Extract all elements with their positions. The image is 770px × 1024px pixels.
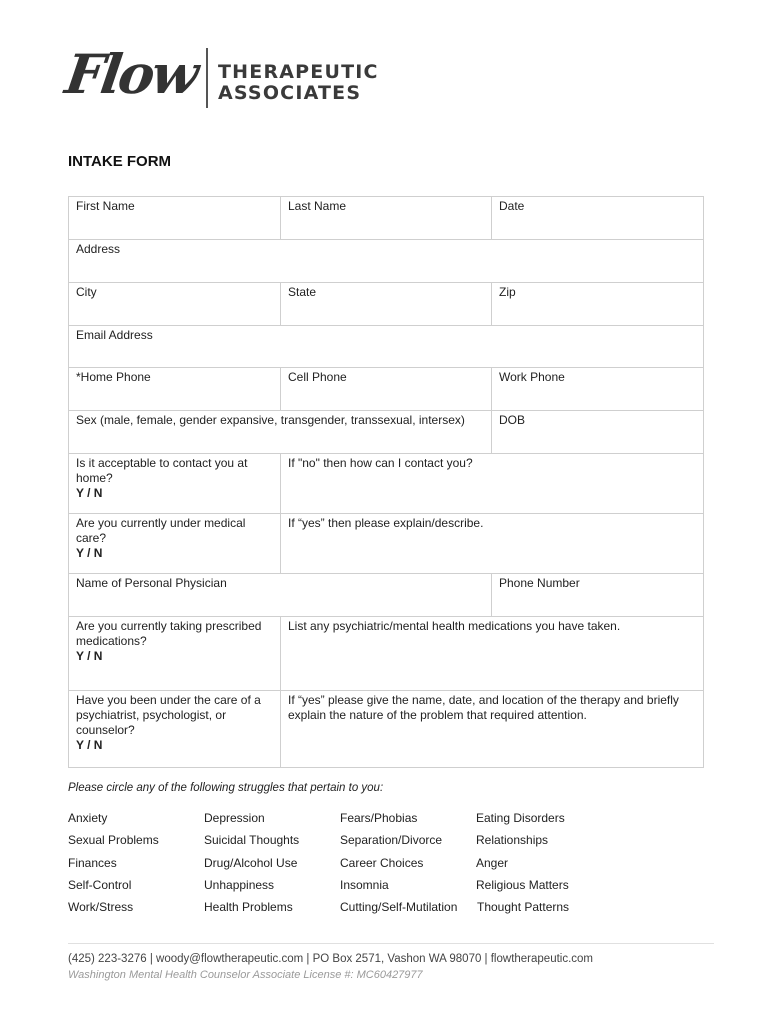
prescribed-yes-no[interactable]: Y / N [76,649,103,663]
home-phone-label: *Home Phone [76,370,151,384]
address-field[interactable] [69,240,704,283]
struggles-list [68,811,708,922]
physician-field[interactable] [69,574,492,617]
prior-care-explain-label: If “yes” please give the name, date, and location of the therapy and briefly explain the nature of the problem that required attention. [288,693,679,722]
work-phone-label: Work Phone [499,370,565,384]
footer-contact: (425) 223-3276 | woody@flowtherapeutic.com | PO Box 2571, Vashon WA 98070 | flowtherapeutic.com [68,953,594,965]
first-name-label: First Name [76,199,135,213]
date-field[interactable] [492,197,704,240]
address-label: Address [76,242,121,256]
prescribed-field[interactable] [69,617,281,691]
prescribed-question: Are you currently taking prescribed medications? [76,619,262,648]
struggle-item[interactable]: Fears/Phobias [340,811,418,825]
intake-form-table [68,196,704,768]
contact-home-question: Is it acceptable to contact you at home? [76,456,248,485]
struggle-item[interactable]: Religious Matters [476,877,569,892]
struggle-item[interactable]: Unhappiness [204,877,275,892]
last-name-field[interactable] [281,197,492,240]
medical-explain-field[interactable] [281,514,704,574]
logo-line-1: THERAPEUTIC [218,61,379,83]
struggle-item[interactable]: Eating Disorders [476,811,565,825]
struggle-item[interactable]: Suicidal Thoughts [204,833,300,848]
dob-field[interactable] [492,411,704,454]
email-label: Email Address [76,328,153,342]
struggles-row [68,878,708,900]
struggle-item[interactable]: Self-Control [68,877,132,892]
struggle-item[interactable]: Anxiety [68,811,108,825]
psych-meds-field[interactable] [281,617,704,691]
city-label: City [76,285,97,299]
physician-phone-field[interactable] [492,574,704,617]
struggle-item[interactable]: Cutting/Self-Mutilation [340,900,458,915]
struggles-row [68,811,708,833]
struggles-row [68,900,708,922]
medical-explain-label: If “yes” then please explain/describe. [288,516,484,530]
struggles-prompt: Please circle any of the following struggles that pertain to you: [68,782,384,794]
date-label: Date [499,199,525,213]
struggles-row [68,856,708,878]
zip-field[interactable] [492,283,704,326]
state-label: State [288,285,317,299]
struggles-row [68,833,708,855]
contact-alternative-label: If "no" then how can I contact you? [288,456,473,470]
struggle-item[interactable]: Insomnia [340,877,389,892]
struggle-item[interactable]: Sexual Problems [68,833,159,848]
struggle-item[interactable]: Thought Patterns [477,900,570,915]
zip-label: Zip [499,285,516,299]
struggle-item[interactable]: Drug/Alcohol Use [204,855,298,870]
prior-care-field[interactable] [69,691,281,768]
struggle-item[interactable]: Separation/Divorce [340,833,443,848]
sex-field[interactable] [69,411,492,454]
email-field[interactable] [69,326,704,368]
struggle-item[interactable]: Health Problems [204,900,293,915]
prior-care-yes-no[interactable]: Y / N [76,738,103,752]
struggle-item[interactable]: Finances [68,855,117,870]
physician-phone-label: Phone Number [499,576,580,590]
logo-wordmark: Flow [61,42,200,106]
struggle-item[interactable]: Depression [204,811,265,825]
struggle-item[interactable]: Career Choices [340,855,424,870]
contact-home-field[interactable] [69,454,281,514]
medical-care-yes-no[interactable]: Y / N [76,546,103,560]
cell-phone-field[interactable] [281,368,492,411]
cell-phone-label: Cell Phone [288,370,347,384]
logo-line-2: ASSOCIATES [218,82,362,104]
medical-care-field[interactable] [69,514,281,574]
dob-label: DOB [499,413,526,427]
footer-license: Washington Mental Health Counselor Associate License #: MC60427977 [68,969,423,981]
physician-label: Name of Personal Physician [76,576,227,590]
footer-divider [68,943,714,944]
logo-divider [206,48,208,108]
first-name-field[interactable] [69,197,281,240]
state-field[interactable] [281,283,492,326]
struggle-item[interactable]: Relationships [476,833,549,848]
contact-alternative-field[interactable] [281,454,704,514]
work-phone-field[interactable] [492,368,704,411]
prior-care-question: Have you been under the care of a psychiatrist, psychologist, or counselor? [76,693,261,737]
form-title: INTAKE FORM [68,153,172,170]
sex-label: Sex (male, female, gender expansive, transgender, transsexual, intersex) [76,413,465,427]
struggle-item[interactable]: Work/Stress [68,900,134,915]
struggle-item[interactable]: Anger [476,855,509,870]
last-name-label: Last Name [288,199,347,213]
contact-home-yes-no[interactable]: Y / N [76,486,103,500]
psych-meds-label: List any psychiatric/mental health medications you have taken. [288,619,621,633]
medical-care-question: Are you currently under medical care? [76,516,246,545]
home-phone-field[interactable] [69,368,281,411]
city-field[interactable] [69,283,281,326]
prior-care-explain-field[interactable] [281,691,704,768]
